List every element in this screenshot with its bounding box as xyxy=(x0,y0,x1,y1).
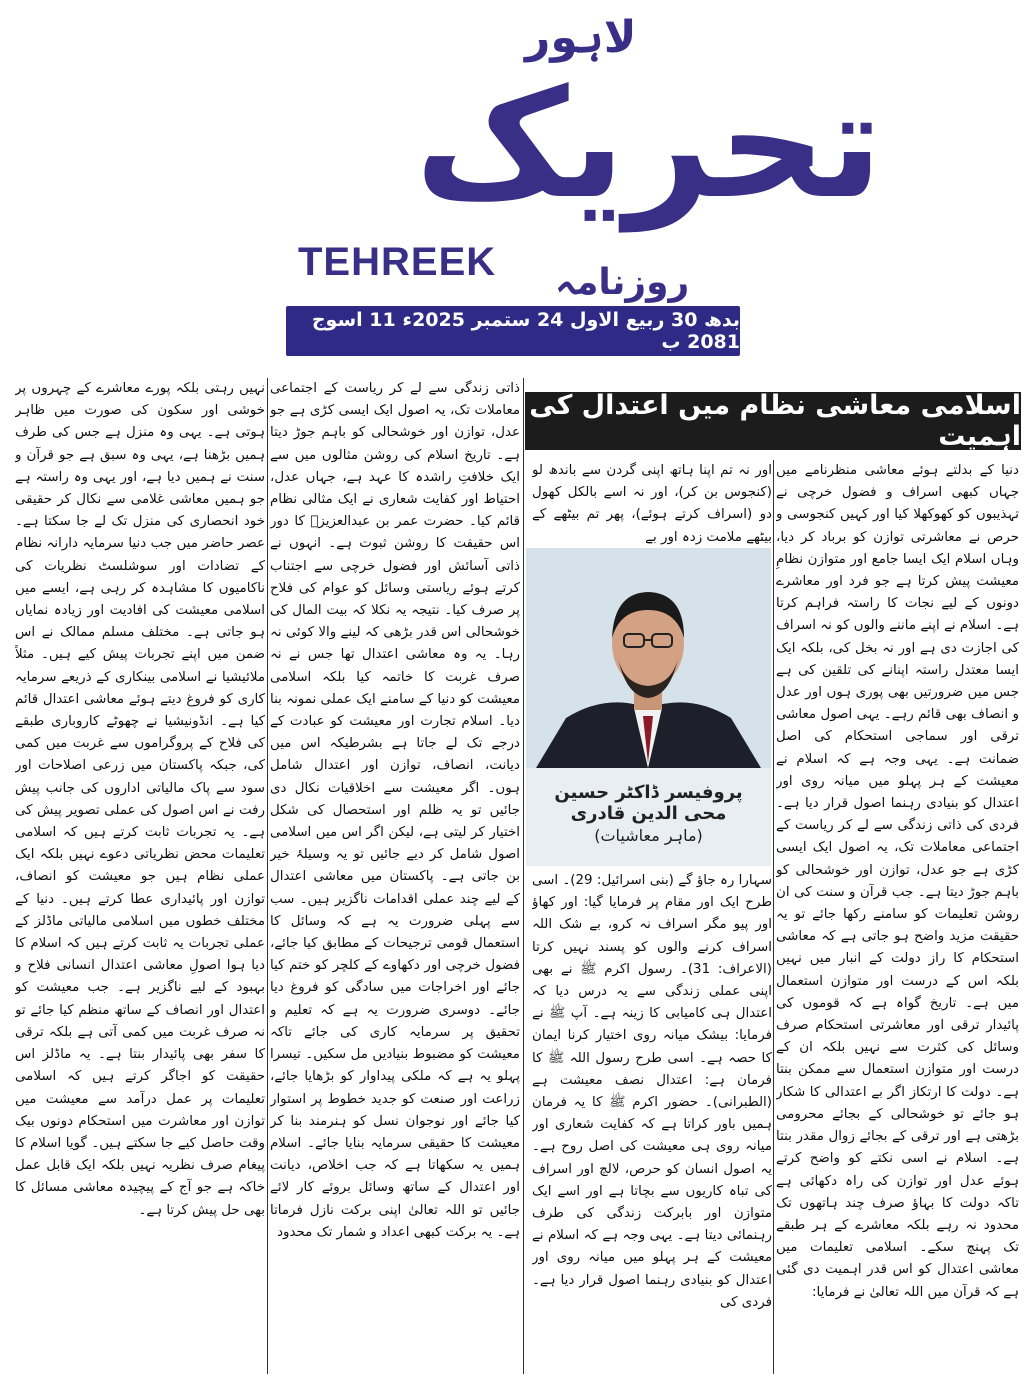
masthead xyxy=(0,0,1024,370)
column-text: نہیں رہتی بلکہ پورے معاشرے کے چہروں پر خوشی اور سکون کی صورت میں ظاہر ہوتی ہے۔ یہی وہ منزل ہے جس کی طرف ہمیں بڑھنا ہے، یہی وہ سبق ہے جو قرآن و سنت نے ہمیں دیا ہے، اور یہی وہ راستہ ہے جو ہمیں معاشی غلامی سے نکال کر حقیقی خود انحصاری کی منزل تک لے جا سکتا ہے۔ عصر حاضر میں جب دنیا سرمایہ دارانہ نظام کے تضادات اور سوشلسٹ نظریات کی ناکامیوں کا مشاہدہ کر رہی ہے، ایسے میں اسلامی معیشت کی افادیت اور زیادہ نمایاں ہو جاتی ہے۔ مختلف مسلم ممالک نے اس ضمن میں اپنے تجربات پیش کیے ہیں۔ مثلاً ملائیشیا نے اسلامی بینکاری کے ذریعے سرمایہ کاری کو فروغ دیتے ہوئے معاشی اعتدال قائم کیا ہے۔ انڈونیشیا نے چھوٹے کاروباری طبقے کی فلاح کے پروگراموں سے غربت میں کمی کی، جبکہ پاکستان میں زرعی اصلاحات اور سود سے پاک مالیاتی اداروں کی جانب پیش رفت نے اس اصول کی عملی تصویر پیش کی ہے۔ یہ تجربات ثابت کرتے ہیں کہ اسلامی تعلیمات محض نظریاتی دعوے نہیں بلکہ ایک عملی نظام ہیں جو معیشت کو انصاف، توازن اور پائیداری عطا کرتے ہیں۔ دنیا کے مختلف خطوں میں اسلامی مالیاتی ماڈلز کے عملی تجربات یہ ثابت کرتے ہیں کہ اسلام کا دیا ہوا اصولِ معاشی اعتدال انسانی فلاح و بہبود کے لیے ناگزیر ہے۔ جب معیشت کو اعتدال اور انصاف کے ساتھ منظم کیا جائے تو نہ صرف غربت میں کمی آتی ہے بلکہ ترقی کا سفر بھی پائیدار بنتا ہے۔ یہ ماڈلز اس حقیقت کو اجاگر کرتے ہیں کہ اسلامی تعلیمات پر عمل درآمد سے معیشت میں توازن اور معاشرت میں استحکام دونوں بیک وقت حاصل کیے جا سکتے ہیں۔ گویا اسلام کا پیغام صرف نظریہ نہیں بلکہ ایک قابل عمل خاکہ ہے جو آج کے پیچیدہ معاشی مسائل کا بھی حل پیش کرتا ہے۔ xyxy=(15,381,265,1218)
author-photo-icon xyxy=(526,548,771,768)
article-column-c xyxy=(532,870,772,1374)
author-caption xyxy=(526,768,771,866)
column-text: سہارا رہ جاؤ گے (بنی اسرائیل: 29)۔ اسی طرح ایک اور مقام پر فرمایا گیا: اور کھاؤ اور پیو مگر اسراف نہ کرو، بے شک اللہ اسراف کرنے والوں کو پسند نہیں کرتا (الاعراف: 31)۔ رسول اکرم ﷺ نے بھی اپنی عملی زندگی سے یہ درس دیا کہ اعتدال ہی کامیابی کا زینہ ہے۔ آپ ﷺ نے فرمایا: بیشک میانہ روی اختیار کرنا ایمان کا حصہ ہے۔ اسی طرح رسول اللہ ﷺ کا فرمان ہے: اعتدال نصف معیشت ہے (الطبرانی)۔ حضور اکرم ﷺ کا یہ فرمان ہمیں باور کراتا ہے کہ کفایت شعاری اور میانہ روی ہی معیشت کی اصل روح ہے۔ یہ اصول انسان کو حرص، لالچ اور اسراف کی تباہ کاریوں سے بچاتا ہے اور اسے ایک متوازن اور بابرکت زندگی کی طرف رہنمائی دیتا ہے۔ یہی وجہ ہے کہ اسلام نے معیشت کے ہر پہلو میں میانہ روی اور اعتدال کو بنیادی رہنما اصول قرار دیا ہے۔ فردی کی xyxy=(532,873,772,1310)
column-text: دنیا کے بدلتے ہوئے معاشی منظرنامے میں جہاں کبھی اسراف و فضول خرچی نے تہذیبوں کو کھوکھلا کیا اور کہیں کنجوسی و حرص نے معاشرتی توازن کو برباد کر دیا، وہاں اسلام ایک ایسا جامع اور متوازن نظامِ معیشت پیش کرتا ہے جو فرد اور معاشرے دونوں کے لیے نجات کا راستہ فراہم کرتا ہے۔ اسلام نے اپنے ماننے والوں کو نہ اسراف کی اجازت دی ہے اور نہ بخل کی، بلکہ ایک ایسا معتدل راستہ اپنانے کی تلقین کی ہے جس میں ضرورتیں بھی پوری ہوں اور عدل و انصاف بھی قائم رہے۔ یہی اصول معاشی ترقی اور سماجی استحکام کی اصل ضمانت ہے۔ یہی وجہ ہے کہ اسلام نے معیشت کے ہر پہلو میں میانہ روی اور اعتدال کو بنیادی رہنما اصول قرار دیا ہے۔ فردی کی ذاتی زندگی سے لے کر ریاست کے اجتماعی معاملات تک، یہ اصول ایک ایسی کڑی ہے جو عدل، توازن اور خوشحالی کو باہم جوڑ دیتا ہے۔ جب قرآن و سنت کی ان روشن تعلیمات کو سامنے رکھا جائے تو یہ حقیقت مزید واضح ہو جاتی ہے کہ معاشی استحکام کا راز دولت کے انبار میں نہیں بلکہ اس کے درست اور متوازن استعمال میں ہے۔ تاریخ گواہ ہے کہ قوموں کی پائیدار ترقی اور معاشرتی استحکام صرف وسائل کی کثرت سے نہیں بلکہ ان کے درست اور متوازن استعمال سے ممکن بنتا ہے۔ دولت کا ارتکاز اگر بے اعتدالی کا شکار ہو جائے تو خوشحالی کے بجائے محرومی بڑھتی ہے اور ترقی کے بجائے زوال مقدر بنتا ہے۔ اسلام نے اسی نکتے کو واضح کرتے ہوئے عدل اور توازن کی راہ دکھائی ہے تاکہ دولت کا بہاؤ صرف چند ہاتھوں تک محدود نہ رہے بلکہ معاشرے کے ہر طبقے تک پہنچ سکے۔ اسلامی تعلیمات میں معاشی اعتدال کو اس قدر اہمیت دی گئی ہے کہ قرآن میں اللہ تعالیٰ نے فرمایا: xyxy=(776,463,1019,1300)
column-divider xyxy=(523,378,524,1374)
column-text: اور نہ تم اپنا ہاتھ اپنی گردن سے باندھ لو (کنجوس بن کر)، اور نہ اسے بالکل کھول دو (اسراف کرتے ہوئے)، پھر تم بیٹھے کے بیٹھے ملامت زدہ اور بے xyxy=(532,463,772,545)
article-column-d xyxy=(270,378,520,1374)
newspaper-logo: تحریک xyxy=(415,58,883,232)
author-title: (ماہر معاشیات) xyxy=(594,826,703,845)
column-divider xyxy=(267,378,268,1374)
column-text: ذاتی زندگی سے لے کر ریاست کے اجتماعی معاملات تک، یہ اصول ایک ایسی کڑی ہے جو عدل، توازن اور خوشحالی کو باہم جوڑ دیتا ہے۔ تاریخ اسلام کی روشن مثالوں میں سے ایک خلافتِ راشدہ کا عہد ہے، جہاں عدل، احتیاط اور کفایت شعاری نے ایک مثالی نظام قائم کیا۔ حضرت عمر بن عبدالعزیزؒ کا دور اس حقیقت کا روشن ثبوت ہے۔ انہوں نے ذاتی آسائش اور فضول خرچی سے اجتناب کرتے ہوئے ریاستی وسائل کو عوام کی فلاح پر صرف کیا۔ نتیجہ یہ نکلا کہ بیت المال کی خوشحالی اس قدر بڑھی کہ لینے والا کوئی نہ رہا۔ یہ وہ معاشی اعتدال تھا جس نے نہ صرف غربت کا خاتمہ کیا بلکہ اسلامی معیشت کو دنیا کے سامنے ایک عملی نمونہ بنا دیا۔ اسلام تجارت اور معیشت کو عبادت کے درجے تک لے جاتا ہے بشرطیکہ اس میں دیانت، انصاف، توازن اور اعتدال شامل ہوں۔ اگر معیشت سے اخلاقیات نکال دی جائیں تو یہ ظلم اور استحصال کی شکل اختیار کر لیتی ہے، لیکن اگر اس میں اسلامی اصول شامل کر دیے جائیں تو یہ وسیلۂ خیر بن جاتی ہے۔ پاکستان میں معاشی اعتدال کے لیے چند عملی اقدامات ناگزیر ہیں۔ سب سے پہلی ضرورت یہ ہے کہ وسائل کا استعمال قومی ترجیحات کے مطابق کیا جائے، فضول خرچی اور دکھاوے کے کلچر کو ختم کیا جائے اور اخراجات میں سادگی کو فروغ دیا جائے۔ دوسری ضرورت یہ ہے کہ تعلیم و تحقیق پر سرمایہ کاری کی جائے تاکہ معیشت کو مضبوط بنیادیں مل سکیں۔ تیسرا پہلو یہ ہے کہ ملکی پیداوار کو بڑھایا جائے، زراعت اور صنعت کو جدید خطوط پر استوار کیا جائے اور نوجوان نسل کو ہنرمند بنا کر معیشت کا حقیقی سرمایہ بنایا جائے۔ اسلام ہمیں یہ سکھاتا ہے کہ جب اخلاص، دیانت اور اعتدال کے ساتھ وسائل بروئے کار لائے جائیں تو اللہ تعالیٰ اپنی برکت نازل فرماتا ہے۔ یہ برکت کبھی اعداد و شمار تک محدود xyxy=(270,381,520,1240)
masthead-latin-name: TEHREEK xyxy=(298,240,497,284)
column-divider xyxy=(773,460,774,1374)
masthead-city: لاہور xyxy=(525,12,637,63)
article-headline: اسلامی معاشی نظام میں اعتدال کی اہمیت xyxy=(525,392,1021,450)
article-page xyxy=(5,378,1019,1374)
article-column-b xyxy=(776,460,1019,1374)
masthead-roznama: روزنامہ xyxy=(555,262,690,303)
author-photo xyxy=(526,548,771,768)
date-bar: بدھ 30 ربیع الاول 24 ستمبر 2025ء 11 اسوج 2081 ب xyxy=(286,306,740,356)
author-name: پروفیسر ڈاکٹر حسین محی الدین قادری xyxy=(554,782,743,824)
article-column-a xyxy=(532,460,772,546)
article-column-e xyxy=(15,378,265,1374)
